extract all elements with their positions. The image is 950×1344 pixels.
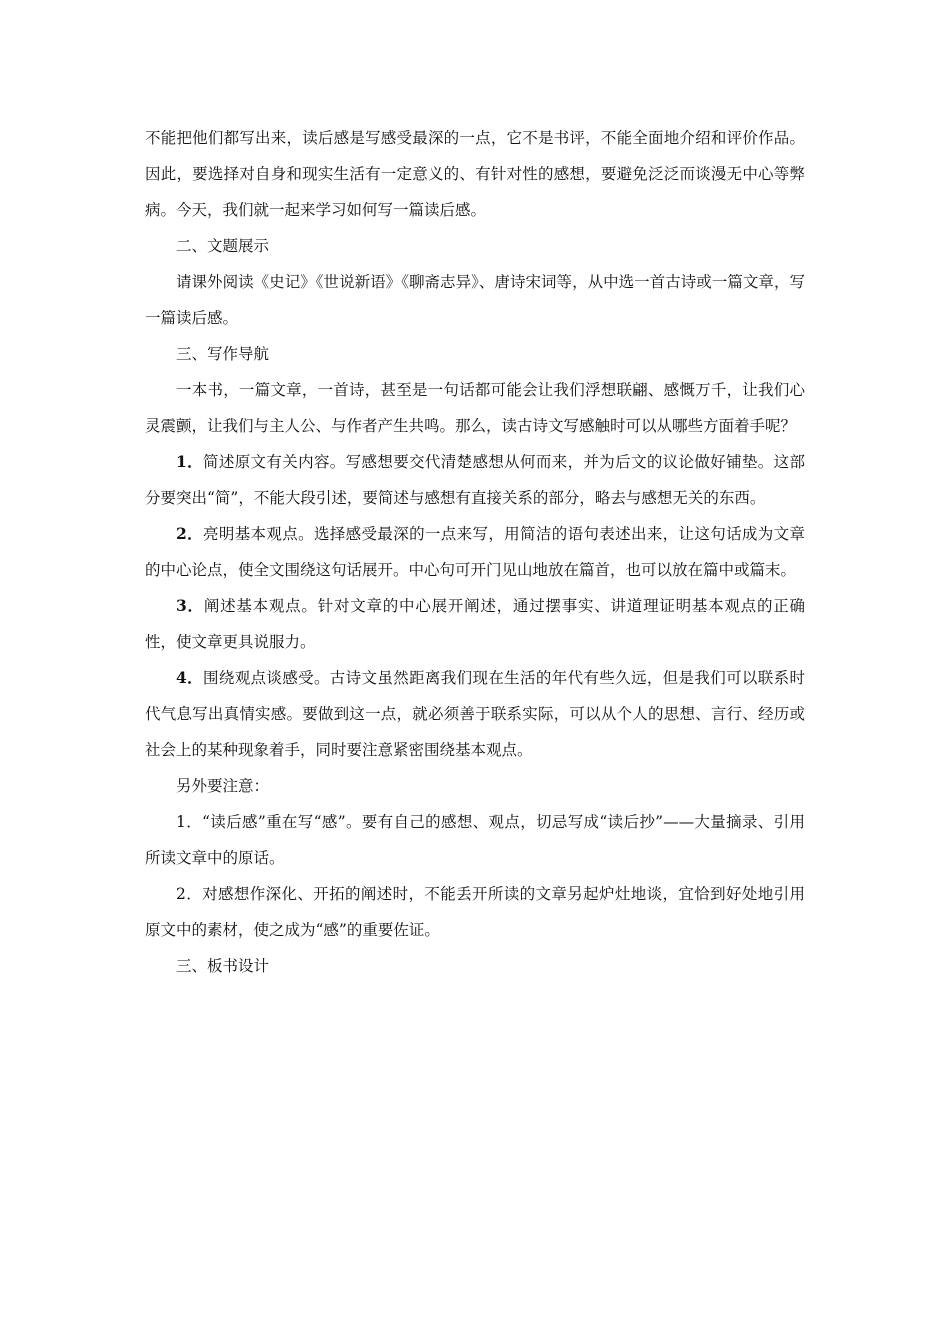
point-text: 阐述基本观点。针对文章的中心展开阐述，通过摆事实、讲道理证明基本观点的正确性，使文章更具说服力。 bbox=[145, 597, 805, 651]
heading-board: 三、板书设计 bbox=[176, 957, 270, 975]
heading-note: 另外要注意： bbox=[176, 777, 270, 795]
heading-topic: 二、文题展示 bbox=[176, 237, 270, 255]
note-text: 对感想作深化、开拓的阐述时，不能丢开所读的文章另起炉灶地谈，宜恰到好处地引用原文中的素材，使之成为“感”的重要佐证。 bbox=[145, 885, 805, 939]
point-4 bbox=[145, 660, 805, 768]
heading-guide: 三、写作导航 bbox=[176, 345, 270, 363]
point-2 bbox=[145, 516, 805, 588]
note-text: “读后感”重在写“感”。要有自己的感想、观点，切忌写成“读后抄”——大量摘录、引用所读文章中的原话。 bbox=[145, 813, 805, 867]
paragraph-topic: 请课外阅读《史记》《世说新语》《聊斋志异》、唐诗宋词等，从中选一首古诗或一篇文章，写一篇读后感。 bbox=[145, 273, 805, 327]
point-number: 3． bbox=[176, 596, 204, 615]
note-number: 1． bbox=[176, 813, 203, 831]
point-text: 亮明基本观点。选择感受最深的一点来写，用简洁的语句表述出来，让这句话成为文章的中心论点，使全文围绕这句话展开。中心句可开门见山地放在篇首，也可以放在篇中或篇末。 bbox=[145, 525, 805, 579]
paragraph-guide: 一本书，一篇文章，一首诗，甚至是一句话都可能会让我们浮想联翩、感慨万千，让我们心灵震颤，让我们与主人公、与作者产生共鸣。那么，读古诗文写感触时可以从哪些方面着手呢？ bbox=[145, 381, 805, 435]
point-text: 简述原文有关内容。写感想要交代清楚感想从何而来，并为后文的议论做好铺垫。这部分要突出“简”，不能大段引述，要简述与感想有直接关系的部分，略去与感想无关的东西。 bbox=[145, 453, 805, 507]
point-text: 围绕观点谈感受。古诗文虽然距离我们现在生活的年代有些久远，但是我们可以联系时代气息写出真情实感。要做到这一点，就必须善于联系实际，可以从个人的思想、言行、经历或社会上的某种现象着手，同时要注意紧密围绕基本观点。 bbox=[145, 669, 805, 759]
point-1 bbox=[145, 444, 805, 516]
point-3 bbox=[145, 588, 805, 660]
note-number: 2． bbox=[176, 885, 203, 903]
paragraph-intro: 不能把他们都写出来，读后感是写感受最深的一点，它不是书评，不能全面地介绍和评价作品。因此，要选择对自身和现实生活有一定意义的、有针对性的感想，要避免泛泛而谈漫无中心等弊病。今天，我们就一起来学习如何写一篇读后感。 bbox=[145, 129, 805, 219]
point-number: 1． bbox=[176, 452, 203, 471]
note-1 bbox=[145, 804, 805, 876]
point-number: 2． bbox=[176, 524, 203, 543]
document-page bbox=[145, 120, 805, 984]
note-2 bbox=[145, 876, 805, 948]
point-number: 4． bbox=[176, 668, 203, 687]
